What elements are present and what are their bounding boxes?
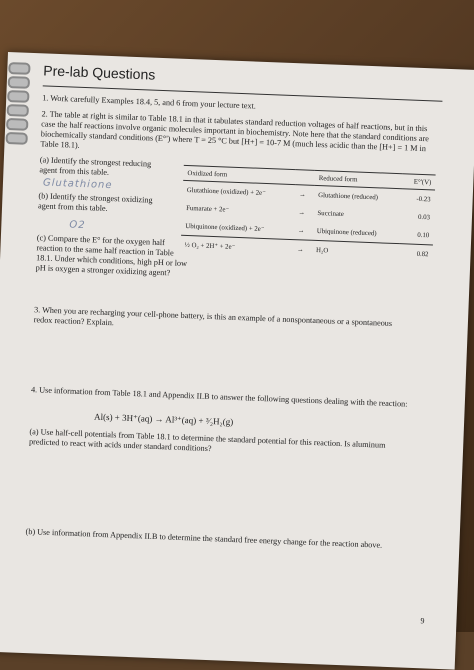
page-title: Pre-lab Questions	[43, 62, 156, 83]
binder-ring	[7, 90, 29, 103]
binder-ring	[7, 104, 29, 117]
table-cell: H₂O	[312, 240, 400, 262]
question-2-intro: 2. The table at right is similar to Table 18.1 in that it tabulates standard reduction voltages of half reactions, but in this case the half reactions involve organic molecules important in biochemistry. Note here that the standard conditions are biochemically standard conditions (E°') where T = 25 °C but [H+] = 10-7 M (much less acidic than the [H+] = 1 M in Table 18.1).	[40, 109, 430, 154]
table-cell: Ubiquinone (oxidized) + 2e⁻	[185, 222, 265, 233]
column-header: Reduced form	[315, 170, 403, 188]
question-3: 3. When you are recharging your cell-phone battery, is this an example of a nonspontaneous or a spontaneous redox reaction? Explain.	[33, 305, 393, 328]
reaction-equation: Al(s) + 3H⁺(aq) → Al³⁺(aq) + ³⁄₂H₂(g)	[93, 411, 234, 427]
binder-rings	[0, 62, 31, 253]
page-number: 9	[420, 616, 425, 626]
answer-2b-handwritten: O2	[69, 219, 86, 232]
question-2c: (c) Compare the E° for the oxygen half reaction to the same half reaction in Table 18.1. Under which conditions, high pH or low pH is oxygen a stronger oxidizing agent?	[35, 233, 188, 278]
table-cell: →	[293, 240, 313, 259]
column-header: Oxidized form	[183, 165, 296, 184]
answer-2a-handwritten: Glutathione	[42, 177, 113, 192]
table-cell: Glutathione (oxidized) + 2e⁻	[186, 186, 266, 197]
question-2b: (b) Identify the strongest oxidizing agent from this table.	[37, 191, 153, 213]
table-cell: 0.03	[417, 213, 431, 221]
table-cell: ½ O₂ + 2H⁺ + 2e⁻	[180, 235, 293, 258]
table-cell: Ubiquinone (reduced)	[316, 227, 377, 237]
table-cell: →	[298, 190, 306, 199]
table-cell: Glutathione (reduced)	[318, 191, 379, 201]
question-4a: (a) Use half-cell potentials from Table 18.1 to determine the standard potential for this reaction. Is aluminum predicted to react with acids under standard conditions?	[28, 427, 386, 454]
binder-ring	[6, 118, 28, 131]
question-1: 1. Work carefully Examples 18.4, 5, and 6 from your lecture text.	[42, 93, 257, 111]
binder-ring	[5, 132, 27, 145]
question-4b: (b) Use information from Appendix II.B to determine the standard free energy change for the reaction above.	[25, 527, 383, 550]
table-cell: -0.23	[416, 195, 431, 203]
table-cell: →	[298, 208, 306, 217]
table-cell: 0.82	[399, 244, 433, 264]
column-header	[295, 170, 315, 186]
half-reaction-table	[180, 165, 435, 264]
worksheet-page	[0, 52, 474, 670]
question-2a: (a) Identify the strongest reducing agent from this table.	[39, 155, 152, 177]
binder-ring	[8, 62, 30, 75]
table-cell: Fumarate + 2e⁻	[185, 204, 230, 214]
table-cell: Succinate	[317, 209, 345, 218]
table-cell: →	[297, 226, 305, 235]
question-4: 4. Use information from Table 18.1 and Appendix II.B to answer the following questions dealing with the reaction:	[30, 385, 408, 409]
binder-ring	[8, 76, 30, 89]
table-cell: 0.10	[417, 231, 430, 239]
column-header: E°'(V)	[402, 174, 436, 190]
